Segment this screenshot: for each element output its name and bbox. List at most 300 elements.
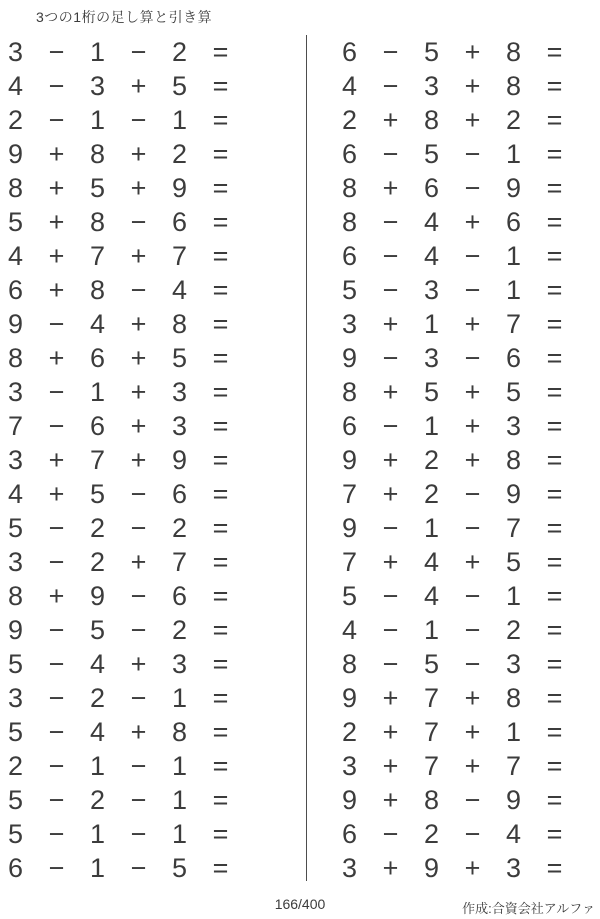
operator-1: −	[48, 751, 65, 781]
problem-row	[0, 749, 241, 783]
operator-2: −	[464, 275, 481, 305]
problem-row	[329, 35, 575, 69]
operand-3: 9	[171, 445, 188, 475]
operator-1: −	[48, 853, 65, 883]
operand-2: 8	[423, 785, 440, 815]
operand-3: 8	[505, 683, 522, 713]
problem-row	[329, 409, 575, 443]
problem-row	[329, 545, 575, 579]
operator-1: +	[382, 479, 399, 509]
equals-sign: =	[212, 37, 229, 67]
operand-1: 3	[7, 377, 24, 407]
operand-3: 9	[171, 173, 188, 203]
operand-2: 1	[423, 309, 440, 339]
equals-sign: =	[212, 751, 229, 781]
operand-2: 2	[89, 785, 106, 815]
operator-2: −	[464, 513, 481, 543]
operand-2: 1	[89, 105, 106, 135]
equals-sign: =	[212, 377, 229, 407]
equals-sign: =	[212, 139, 229, 169]
problem-row	[329, 273, 575, 307]
equals-sign: =	[212, 683, 229, 713]
operand-2: 2	[89, 547, 106, 577]
equals-sign: =	[546, 513, 563, 543]
operand-2: 7	[423, 717, 440, 747]
operator-1: +	[382, 717, 399, 747]
operand-3: 1	[171, 819, 188, 849]
operand-2: 3	[89, 71, 106, 101]
operand-3: 5	[171, 343, 188, 373]
operand-1: 8	[341, 377, 358, 407]
operand-3: 2	[505, 105, 522, 135]
operator-2: +	[464, 105, 481, 135]
equals-sign: =	[546, 819, 563, 849]
equals-sign: =	[212, 105, 229, 135]
problem-row	[0, 817, 241, 851]
operator-1: −	[48, 377, 65, 407]
operand-3: 3	[505, 411, 522, 441]
equals-sign: =	[212, 173, 229, 203]
operand-3: 6	[505, 207, 522, 237]
operand-2: 9	[89, 581, 106, 611]
equals-sign: =	[546, 173, 563, 203]
problem-row	[0, 69, 241, 103]
operator-1: +	[382, 785, 399, 815]
operator-1: +	[48, 173, 65, 203]
operand-3: 8	[505, 37, 522, 67]
operand-1: 4	[341, 71, 358, 101]
problem-row	[329, 171, 575, 205]
operator-1: −	[382, 411, 399, 441]
operator-2: +	[130, 547, 147, 577]
operand-2: 1	[89, 377, 106, 407]
operand-3: 6	[505, 343, 522, 373]
equals-sign: =	[212, 241, 229, 271]
operand-1: 5	[7, 649, 24, 679]
problem-row	[329, 205, 575, 239]
operand-3: 7	[505, 513, 522, 543]
equals-sign: =	[546, 71, 563, 101]
operand-3: 1	[171, 683, 188, 713]
equals-sign: =	[212, 513, 229, 543]
problem-row	[0, 205, 241, 239]
equals-sign: =	[212, 615, 229, 645]
problem-row	[0, 341, 241, 375]
operand-1: 8	[7, 581, 24, 611]
operator-2: −	[130, 819, 147, 849]
operand-3: 2	[505, 615, 522, 645]
equals-sign: =	[546, 275, 563, 305]
operator-1: −	[382, 343, 399, 373]
operand-3: 5	[171, 853, 188, 883]
operator-1: −	[48, 411, 65, 441]
operator-2: −	[130, 275, 147, 305]
problem-row	[329, 851, 575, 885]
operand-3: 9	[505, 785, 522, 815]
operator-2: −	[130, 479, 147, 509]
equals-sign: =	[212, 275, 229, 305]
operator-2: +	[464, 309, 481, 339]
operand-2: 1	[89, 37, 106, 67]
operand-1: 9	[341, 683, 358, 713]
operand-2: 4	[423, 241, 440, 271]
problem-row	[329, 69, 575, 103]
problem-row	[329, 647, 575, 681]
equals-sign: =	[546, 241, 563, 271]
operator-1: +	[382, 377, 399, 407]
operand-2: 1	[89, 853, 106, 883]
operand-3: 2	[171, 37, 188, 67]
equals-sign: =	[212, 581, 229, 611]
operand-3: 6	[171, 207, 188, 237]
operand-2: 1	[89, 751, 106, 781]
operand-2: 2	[423, 445, 440, 475]
operand-1: 5	[7, 513, 24, 543]
operand-1: 7	[341, 479, 358, 509]
operand-1: 3	[7, 683, 24, 713]
operator-1: +	[48, 275, 65, 305]
operand-3: 1	[505, 717, 522, 747]
problem-row	[329, 579, 575, 613]
operand-1: 4	[7, 479, 24, 509]
problem-row	[0, 579, 241, 613]
operand-1: 9	[341, 445, 358, 475]
equals-sign: =	[546, 581, 563, 611]
operand-2: 4	[423, 207, 440, 237]
operand-3: 8	[505, 445, 522, 475]
operator-2: +	[464, 751, 481, 781]
operand-2: 5	[423, 139, 440, 169]
operator-2: −	[464, 615, 481, 645]
equals-sign: =	[546, 717, 563, 747]
operand-1: 2	[341, 717, 358, 747]
operand-1: 6	[7, 275, 24, 305]
operator-2: −	[130, 853, 147, 883]
operand-1: 9	[7, 615, 24, 645]
equals-sign: =	[546, 751, 563, 781]
operator-2: −	[464, 785, 481, 815]
operand-2: 3	[423, 343, 440, 373]
operator-1: −	[382, 71, 399, 101]
equals-sign: =	[212, 717, 229, 747]
operand-2: 1	[423, 411, 440, 441]
equals-sign: =	[546, 683, 563, 713]
problem-row	[0, 375, 241, 409]
problem-row	[0, 545, 241, 579]
operator-1: +	[382, 105, 399, 135]
equals-sign: =	[546, 547, 563, 577]
operand-1: 6	[7, 853, 24, 883]
operand-2: 6	[89, 411, 106, 441]
equals-sign: =	[212, 819, 229, 849]
operand-1: 8	[7, 343, 24, 373]
operand-3: 5	[505, 547, 522, 577]
operand-2: 6	[423, 173, 440, 203]
operator-1: −	[48, 513, 65, 543]
operand-1: 3	[7, 37, 24, 67]
operator-1: −	[48, 37, 65, 67]
operator-1: +	[48, 343, 65, 373]
operand-2: 2	[89, 513, 106, 543]
operand-3: 9	[505, 479, 522, 509]
operator-2: −	[130, 581, 147, 611]
operator-2: −	[130, 615, 147, 645]
problem-row	[329, 443, 575, 477]
problem-row	[0, 239, 241, 273]
operand-1: 3	[341, 853, 358, 883]
problem-row	[0, 443, 241, 477]
operator-1: +	[382, 309, 399, 339]
equals-sign: =	[546, 343, 563, 373]
operator-2: +	[464, 377, 481, 407]
operator-1: +	[48, 581, 65, 611]
operator-2: −	[464, 241, 481, 271]
equals-sign: =	[212, 853, 229, 883]
problem-row	[0, 715, 241, 749]
equals-sign: =	[212, 309, 229, 339]
operand-3: 1	[171, 751, 188, 781]
problem-row	[0, 511, 241, 545]
operand-3: 7	[171, 547, 188, 577]
operand-1: 4	[7, 241, 24, 271]
operand-2: 8	[89, 207, 106, 237]
worksheet-title: 3つの1桁の足し算と引き算	[36, 9, 213, 25]
operand-1: 3	[341, 751, 358, 781]
operand-3: 1	[505, 275, 522, 305]
operand-3: 7	[505, 309, 522, 339]
operand-3: 6	[171, 479, 188, 509]
operator-2: −	[130, 207, 147, 237]
operator-1: −	[48, 683, 65, 713]
operand-3: 4	[505, 819, 522, 849]
operator-2: +	[464, 683, 481, 713]
operand-2: 5	[423, 649, 440, 679]
operator-1: −	[48, 105, 65, 135]
operator-2: −	[464, 479, 481, 509]
problem-row	[329, 307, 575, 341]
problem-row	[0, 851, 241, 885]
problems-column-right	[329, 35, 575, 885]
operand-2: 7	[423, 751, 440, 781]
operand-1: 2	[7, 751, 24, 781]
problem-row	[0, 137, 241, 171]
operand-1: 7	[7, 411, 24, 441]
equals-sign: =	[546, 649, 563, 679]
operand-3: 3	[171, 411, 188, 441]
operand-3: 8	[171, 309, 188, 339]
operand-3: 4	[171, 275, 188, 305]
operator-2: +	[130, 173, 147, 203]
equals-sign: =	[546, 615, 563, 645]
operand-2: 8	[89, 139, 106, 169]
operator-2: −	[464, 649, 481, 679]
problem-row	[329, 715, 575, 749]
problem-row	[329, 681, 575, 715]
operator-2: −	[130, 683, 147, 713]
equals-sign: =	[212, 343, 229, 373]
problem-row	[0, 409, 241, 443]
operand-2: 2	[423, 819, 440, 849]
operand-3: 2	[171, 139, 188, 169]
page-number: 166/400	[274, 896, 326, 912]
operand-3: 1	[171, 785, 188, 815]
operator-1: −	[382, 37, 399, 67]
operand-3: 2	[171, 615, 188, 645]
operator-1: +	[382, 547, 399, 577]
operator-1: −	[48, 649, 65, 679]
operand-2: 4	[89, 309, 106, 339]
operator-1: +	[382, 173, 399, 203]
operator-2: +	[130, 71, 147, 101]
problem-row	[329, 477, 575, 511]
operand-3: 1	[171, 105, 188, 135]
operator-1: +	[48, 139, 65, 169]
operator-2: +	[130, 649, 147, 679]
operator-1: +	[382, 683, 399, 713]
operator-1: −	[48, 71, 65, 101]
operand-2: 8	[89, 275, 106, 305]
credit-text: 作成:合資会社アルファ	[462, 901, 595, 916]
operator-1: −	[48, 615, 65, 645]
equals-sign: =	[546, 309, 563, 339]
operator-2: −	[464, 819, 481, 849]
operator-2: −	[464, 139, 481, 169]
operand-3: 8	[171, 717, 188, 747]
operand-2: 5	[423, 377, 440, 407]
operator-1: +	[382, 751, 399, 781]
operator-2: +	[464, 71, 481, 101]
problem-row	[0, 307, 241, 341]
operator-2: +	[464, 411, 481, 441]
operator-1: −	[382, 649, 399, 679]
operator-2: +	[130, 445, 147, 475]
operand-2: 5	[423, 37, 440, 67]
operand-1: 5	[7, 785, 24, 815]
operator-2: +	[130, 377, 147, 407]
operator-1: −	[382, 139, 399, 169]
problem-row	[0, 35, 241, 69]
operand-3: 8	[505, 71, 522, 101]
problem-row	[0, 647, 241, 681]
operand-3: 3	[171, 649, 188, 679]
operator-1: −	[382, 513, 399, 543]
problem-row	[329, 341, 575, 375]
problem-row	[0, 783, 241, 817]
column-divider-line	[306, 35, 307, 881]
operand-2: 5	[89, 479, 106, 509]
operand-1: 4	[7, 71, 24, 101]
operator-2: +	[464, 37, 481, 67]
operand-1: 9	[341, 513, 358, 543]
equals-sign: =	[546, 853, 563, 883]
operand-1: 5	[7, 819, 24, 849]
operand-3: 3	[505, 853, 522, 883]
operand-3: 7	[505, 751, 522, 781]
operator-1: −	[382, 207, 399, 237]
operand-2: 5	[89, 173, 106, 203]
problem-row	[0, 103, 241, 137]
operand-3: 3	[171, 377, 188, 407]
operand-2: 2	[89, 683, 106, 713]
equals-sign: =	[546, 445, 563, 475]
operand-2: 9	[423, 853, 440, 883]
equals-sign: =	[546, 105, 563, 135]
operator-1: −	[382, 275, 399, 305]
operator-1: −	[382, 581, 399, 611]
operand-2: 4	[423, 581, 440, 611]
equals-sign: =	[212, 207, 229, 237]
operator-2: +	[464, 445, 481, 475]
equals-sign: =	[212, 71, 229, 101]
problem-row	[329, 817, 575, 851]
operator-1: −	[382, 819, 399, 849]
operator-2: −	[130, 513, 147, 543]
equals-sign: =	[546, 37, 563, 67]
operator-1: +	[48, 241, 65, 271]
problem-row	[0, 171, 241, 205]
operator-1: −	[382, 241, 399, 271]
operator-2: +	[130, 411, 147, 441]
equals-sign: =	[546, 785, 563, 815]
operand-2: 3	[423, 71, 440, 101]
operand-3: 2	[171, 513, 188, 543]
problem-row	[329, 749, 575, 783]
equals-sign: =	[212, 479, 229, 509]
operand-3: 1	[505, 139, 522, 169]
operand-1: 3	[7, 547, 24, 577]
operand-2: 1	[89, 819, 106, 849]
equals-sign: =	[212, 445, 229, 475]
operand-2: 7	[423, 683, 440, 713]
operand-2: 8	[423, 105, 440, 135]
problem-row	[0, 477, 241, 511]
problem-row	[0, 273, 241, 307]
operand-1: 8	[7, 173, 24, 203]
operator-1: −	[48, 819, 65, 849]
operand-1: 9	[341, 343, 358, 373]
operand-1: 7	[341, 547, 358, 577]
operator-1: +	[48, 445, 65, 475]
problem-row	[0, 681, 241, 715]
equals-sign: =	[546, 479, 563, 509]
operand-3: 1	[505, 241, 522, 271]
operator-1: −	[48, 309, 65, 339]
operator-2: −	[464, 343, 481, 373]
operand-1: 5	[341, 275, 358, 305]
operand-1: 6	[341, 139, 358, 169]
operator-2: −	[130, 751, 147, 781]
operand-1: 8	[341, 649, 358, 679]
operator-1: +	[48, 479, 65, 509]
problem-row	[329, 137, 575, 171]
operator-2: +	[130, 717, 147, 747]
operand-1: 5	[7, 717, 24, 747]
operand-1: 5	[7, 207, 24, 237]
operator-1: +	[382, 445, 399, 475]
operator-2: +	[130, 309, 147, 339]
operand-1: 6	[341, 411, 358, 441]
operand-2: 1	[423, 513, 440, 543]
operator-2: −	[130, 105, 147, 135]
operand-3: 7	[171, 241, 188, 271]
operand-2: 4	[89, 649, 106, 679]
operand-3: 9	[505, 173, 522, 203]
problem-row	[329, 613, 575, 647]
operand-2: 7	[89, 445, 106, 475]
operand-2: 7	[89, 241, 106, 271]
operand-1: 2	[341, 105, 358, 135]
problems-column-left	[0, 35, 241, 885]
